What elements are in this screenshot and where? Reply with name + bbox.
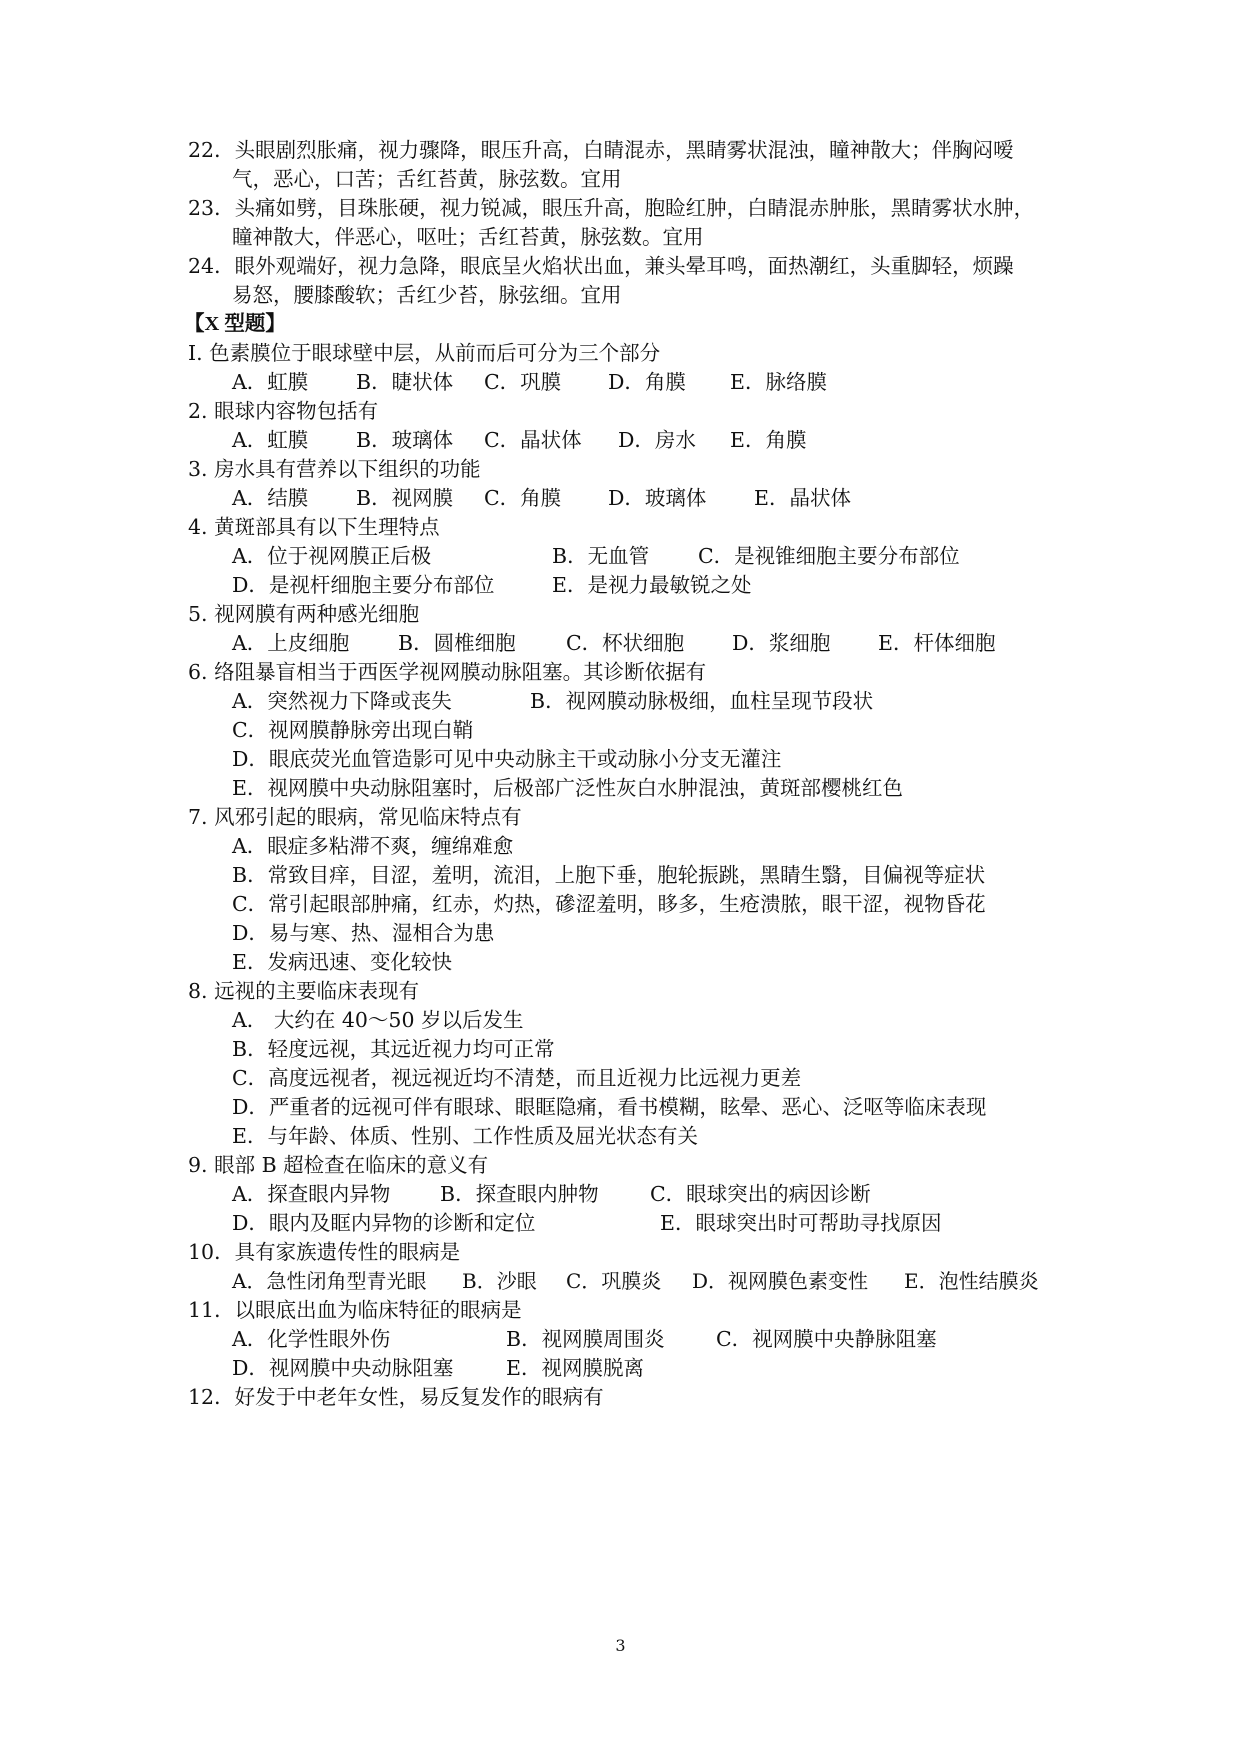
x2-option-c: C．晶状体 <box>484 428 582 452</box>
x8-option-d: D．严重者的远视可伴有眼球、眼眶隐痛，看书模糊，眩晕、恶心、泛呕等临床表现 <box>232 1095 987 1119</box>
q22-line1: 22．头眼剧烈胀痛，视力骤降，眼压升高，白睛混赤，黑睛雾状混浊，瞳神散大；伴胸闷嗳 <box>188 138 1014 162</box>
x7-option-e: E．发病迅速、变化较快 <box>232 950 452 974</box>
x11-stem: 11．以眼底出血为临床特征的眼病是 <box>188 1298 522 1322</box>
x8-option-e: E．与年龄、体质、性别、工作性质及屈光状态有关 <box>232 1124 698 1148</box>
page-number: 3 <box>615 1636 626 1655</box>
q23-line2: 瞳神散大，伴恶心，呕吐；舌红苔黄，脉弦数。宜用 <box>232 225 704 249</box>
x11-option-a: A．化学性眼外伤 <box>232 1327 391 1351</box>
x9-option-d: D．眼内及眶内异物的诊断和定位 <box>232 1211 536 1235</box>
x4-options-row2 <box>232 571 751 599</box>
x4-stem: 4. 黄斑部具有以下生理特点 <box>188 515 440 539</box>
x10-option-c: C．巩膜炎 <box>566 1269 662 1293</box>
x1-option-d: D．角膜 <box>608 370 686 394</box>
x3-option-a: A．结膜 <box>232 486 309 510</box>
x4-option-e: E．是视力最敏锐之处 <box>552 573 752 597</box>
x4-option-b: B．无血管 <box>552 544 650 568</box>
x11-option-c: C．视网膜中央静脉阻塞 <box>716 1327 937 1351</box>
x2-stem: 2. 眼球内容物包括有 <box>188 399 379 423</box>
x10-option-a: A．急性闭角型青光眼 <box>232 1269 427 1293</box>
x6-option-d: D．眼底荧光血管造影可见中央动脉主干或动脉小分支无灌注 <box>232 747 782 771</box>
x3-options <box>232 484 851 512</box>
x6-option-c: C．视网膜静脉旁出现白鞘 <box>232 718 474 742</box>
x5-options <box>232 629 995 657</box>
x8-option-b: B．轻度远视，其远近视力均可正常 <box>232 1037 555 1061</box>
section-heading: 【X 型题】 <box>184 313 286 335</box>
x1-option-a: A．虹膜 <box>232 370 309 394</box>
x6-option-e: E．视网膜中央动脉阻塞时，后极部广泛性灰白水肿混浊，黄斑部樱桃红色 <box>232 776 903 800</box>
x8-stem: 8. 远视的主要临床表现有 <box>188 979 420 1003</box>
x4-option-a: A．位于视网膜正后极 <box>232 544 432 568</box>
x10-option-e: E．泡性结膜炎 <box>904 1269 1039 1293</box>
x9-option-a: A．探查眼内异物 <box>232 1182 391 1206</box>
x1-options <box>232 368 827 396</box>
x7-option-d: D．易与寒、热、湿相合为患 <box>232 921 495 945</box>
x1-option-c: C．巩膜 <box>484 370 562 394</box>
x10-options <box>232 1267 1039 1295</box>
x9-option-c: C．眼球突出的病因诊断 <box>650 1182 871 1206</box>
x9-stem: 9. 眼部 B 超检查在临床的意义有 <box>188 1153 489 1177</box>
x11-option-d: D．视网膜中央动脉阻塞 <box>232 1356 454 1380</box>
x11-options-row1 <box>232 1325 937 1353</box>
x2-options <box>232 426 806 454</box>
x10-option-d: D．视网膜色素变性 <box>692 1269 869 1293</box>
x6-option-a: A．突然视力下降或丧失 <box>232 689 452 713</box>
x4-options-row1 <box>232 542 960 570</box>
x10-option-b: B．沙眼 <box>462 1269 537 1293</box>
x4-option-d: D．是视杆细胞主要分布部位 <box>232 573 495 597</box>
x7-option-b: B．常致目痒，目涩，羞明，流泪，上胞下垂，胞轮振跳，黑睛生翳，目偏视等症状 <box>232 863 986 887</box>
x11-option-e: E．视网膜脱离 <box>506 1356 644 1380</box>
x7-stem: 7. 风邪引起的眼病，常见临床特点有 <box>188 805 522 829</box>
x5-option-b: B．圆椎细胞 <box>398 631 516 655</box>
q24-line2: 易怒，腰膝酸软；舌红少苔，脉弦细。宜用 <box>232 283 622 307</box>
x5-stem: 5. 视网膜有两种感光细胞 <box>188 602 420 626</box>
x2-option-b: B．玻璃体 <box>356 428 454 452</box>
x1-stem: I. 色素膜位于眼球壁中层，从前而后可分为三个部分 <box>188 341 661 365</box>
x7-option-a: A．眼症多粘滞不爽，缠绵难愈 <box>232 834 514 858</box>
x6-option-b: B．视网膜动脉极细，血柱呈现节段状 <box>530 689 874 713</box>
x9-option-b: B．探查眼内肿物 <box>440 1182 599 1206</box>
x3-option-c: C．角膜 <box>484 486 562 510</box>
x6-stem: 6. 络阻暴盲相当于西医学视网膜动脉阻塞。其诊断依据有 <box>188 660 707 684</box>
x7-option-c: C．常引起眼部肿痛，红赤，灼热，磣涩羞明，眵多，生疮溃脓，眼干涩，视物昏花 <box>232 892 986 916</box>
x1-option-b: B．睫状体 <box>356 370 454 394</box>
x9-options-row1 <box>232 1180 871 1208</box>
q23-line1: 23．头痛如劈，目珠胀硬，视力锐减，眼压升高，胞睑红肿，白睛混赤肿胀，黑睛雾状水肿， <box>188 196 1035 220</box>
x11-option-b: B．视网膜周围炎 <box>506 1327 665 1351</box>
x1-option-e: E．脉络膜 <box>730 370 827 394</box>
x11-options-row2 <box>232 1354 644 1382</box>
x3-stem: 3. 房水具有营养以下组织的功能 <box>188 457 481 481</box>
x4-option-c: C．是视锥细胞主要分布部位 <box>698 544 960 568</box>
x3-option-d: D．玻璃体 <box>608 486 707 510</box>
x5-option-e: E．杆体细胞 <box>878 631 996 655</box>
x3-option-e: E．晶状体 <box>754 486 851 510</box>
x5-option-d: D．浆细胞 <box>732 631 831 655</box>
x2-option-e: E．角膜 <box>730 428 807 452</box>
x2-option-a: A．虹膜 <box>232 428 309 452</box>
x8-option-a: A． 大约在 40～50 岁以后发生 <box>232 1008 524 1032</box>
x5-option-a: A．上皮细胞 <box>232 631 350 655</box>
x8-option-c: C．高度远视者，视远视近均不清楚，而且近视力比远视力更差 <box>232 1066 802 1090</box>
x3-option-b: B．视网膜 <box>356 486 454 510</box>
q24-line1: 24．眼外观端好，视力急降，眼底呈火焰状出血，兼头晕耳鸣，面热潮红，头重脚轻，烦躁 <box>188 254 1014 278</box>
x9-option-e: E．眼球突出时可帮助寻找原因 <box>660 1211 942 1235</box>
q22-line2: 气，恶心，口苦；舌红苔黄，脉弦数。宜用 <box>232 167 622 191</box>
x2-option-d: D．房水 <box>618 428 696 452</box>
x9-options-row2 <box>232 1209 941 1237</box>
x6-options-row1 <box>232 687 873 715</box>
x10-stem: 10．具有家族遗传性的眼病是 <box>188 1240 461 1264</box>
x12-stem: 12．好发于中老年女性，易反复发作的眼病有 <box>188 1385 604 1409</box>
x5-option-c: C．杯状细胞 <box>566 631 685 655</box>
